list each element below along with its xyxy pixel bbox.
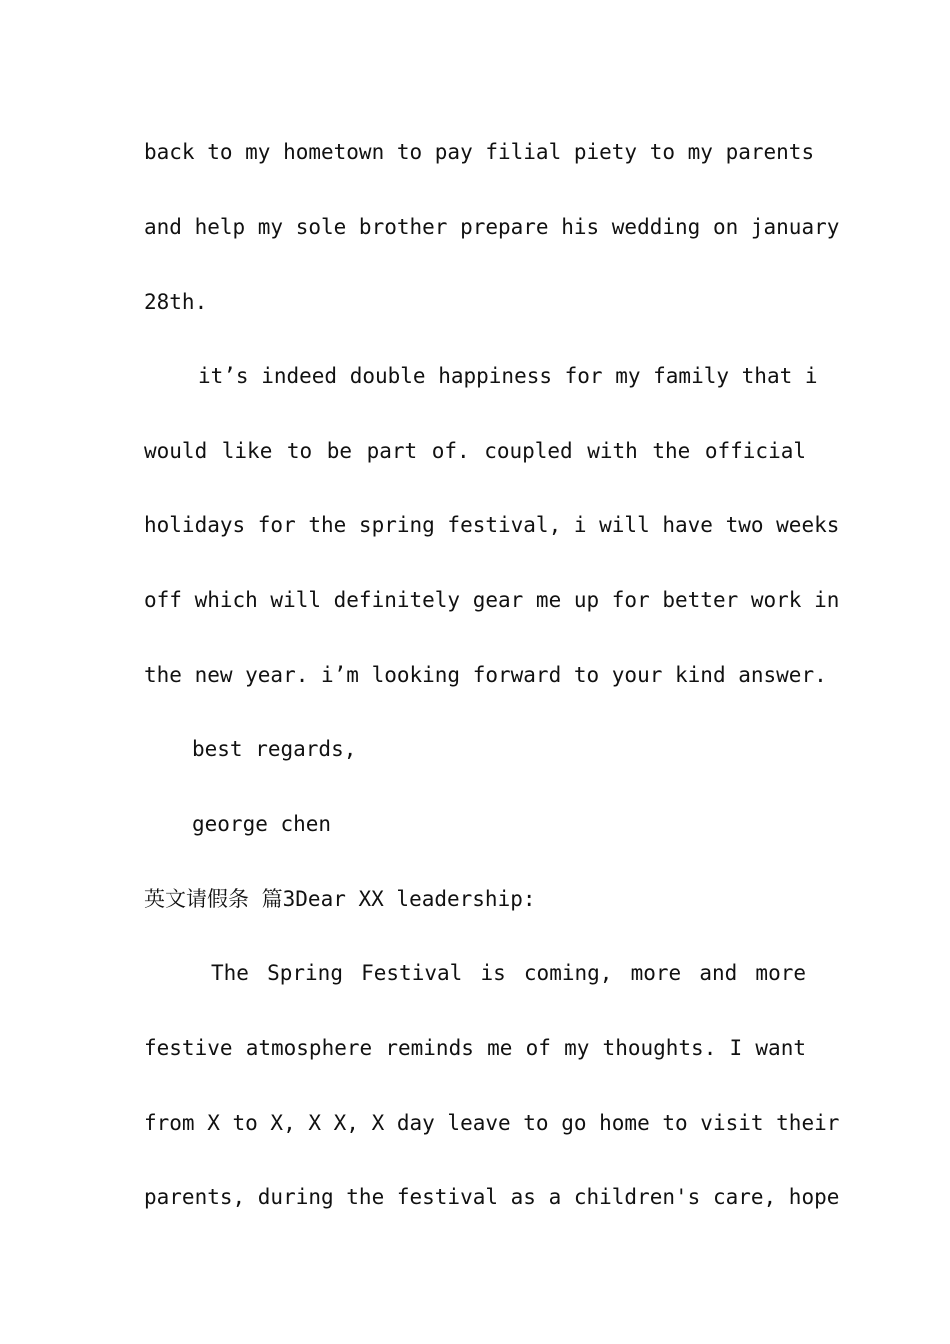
signature-line: george chen [192, 812, 332, 836]
text-line-13: festive atmosphere reminds me of my thoughts. I want [144, 1036, 806, 1060]
text-line-1: back to my hometown to pay filial piety to my parents [144, 140, 815, 164]
text-line-3: 28th. [144, 290, 208, 314]
paragraph-start-line: it’s indeed double happiness for my family that i [198, 364, 818, 388]
text-line-7: off which will definitely gear me up for better work in [144, 588, 840, 612]
text-line-6: holidays for the spring festival, i will have two weeks [144, 513, 840, 537]
closing-line: best regards, [192, 737, 357, 761]
text-line-2: and help my sole brother prepare his wedding on january [144, 215, 840, 239]
section-heading: 英文请假条 篇3Dear XX leadership: [144, 887, 536, 911]
paragraph-start-line-2: The Spring Festival is coming, more and more [211, 961, 806, 985]
text-line-15: parents, during the festival as a children's care, hope [144, 1185, 840, 1209]
text-line-8: the new year. i’m looking forward to your kind answer. [144, 663, 827, 687]
text-line-14: from X to X, X X, X day leave to go home to visit their [144, 1111, 840, 1135]
text-line-5: would like to be part of. coupled with the official [144, 439, 806, 463]
